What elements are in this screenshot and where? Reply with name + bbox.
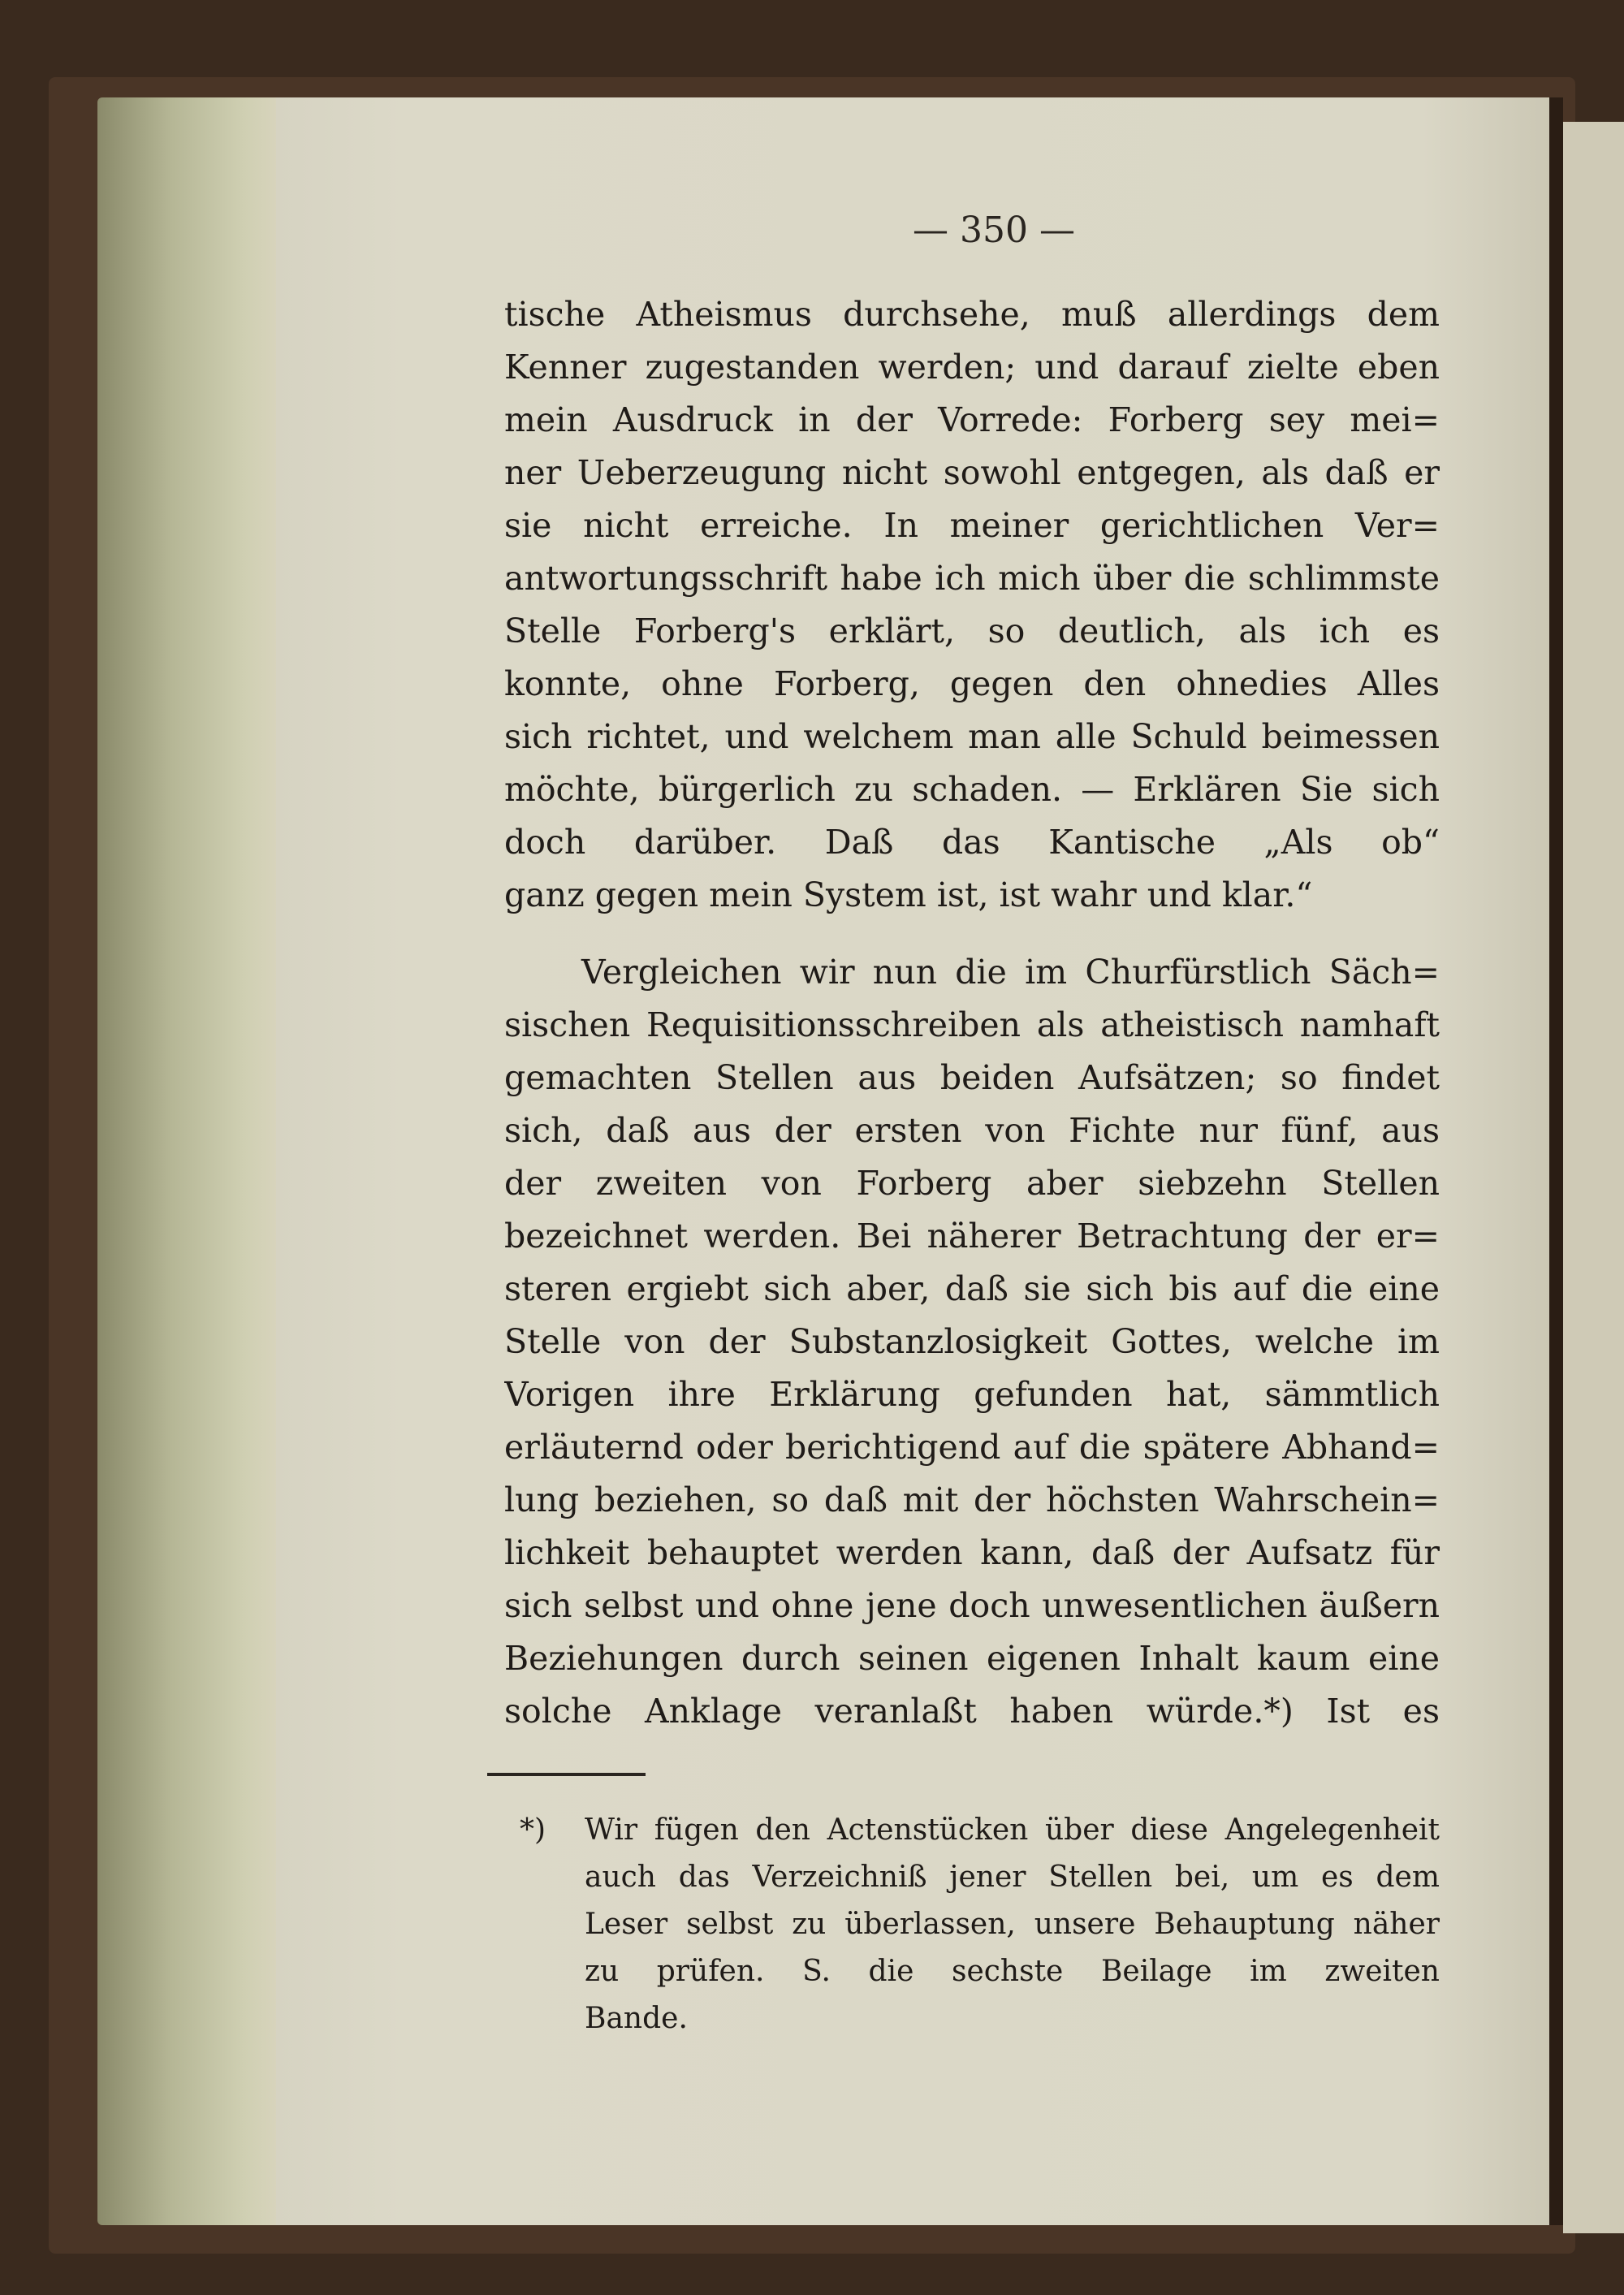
footnote-line: Leser selbst zu überlassen, unsere Behauptung näher [585, 1908, 1440, 1941]
text-line: gemachten Stellen aus beiden Aufsätzen; so findet [504, 1058, 1440, 1097]
text-line: Kenner zugestanden werden; und darauf zielte eben [504, 348, 1440, 387]
paragraph-2 [504, 946, 1440, 1738]
text-line: mein Ausdruck in der Vorrede: Forberg sey mei= [504, 400, 1440, 439]
text-line: sich, daß aus der ersten von Fichte nur fünf, aus [504, 1111, 1440, 1150]
text-line: der zweiten von Forberg aber siebzehn Stellen [504, 1164, 1440, 1203]
text-line: solche Anklage veranlaßt haben würde.*) Ist es [504, 1692, 1440, 1731]
footnote-marker: *) [520, 1813, 546, 1847]
text-line: Stelle Forberg's erklärt, so deutlich, als ich es [504, 612, 1440, 650]
footnote-line: zu prüfen. S. die sechste Beilage im zweiten [585, 1955, 1440, 1988]
text-line: Stelle von der Substanzlosigkeit Gottes, welche im [504, 1322, 1440, 1361]
text-line: möchte, bürgerlich zu schaden. — Erklären Sie sich [504, 770, 1440, 809]
book-gutter [1549, 97, 1563, 2225]
text-line: ner Ueberzeugung nicht sowohl entgegen, als daß er [504, 453, 1440, 492]
text-line: steren ergiebt sich aber, daß sie sich bis auf die eine [504, 1269, 1440, 1308]
paragraph-1 [504, 288, 1440, 922]
text-line: bezeichnet werden. Bei näherer Betrachtung der er= [504, 1217, 1440, 1256]
text-line: sischen Requisitionsschreiben als atheistisch namhaft [504, 1005, 1440, 1044]
text-line: Beziehungen durch seinen eigenen Inhalt kaum eine [504, 1639, 1440, 1678]
text-line: lichkeit behauptet werden kann, daß der Aufsatz für [504, 1533, 1440, 1572]
page-edges [97, 97, 280, 2225]
text-line: sie nicht erreiche. In meiner gerichtlichen Ver= [504, 506, 1440, 545]
text-line: tische Atheismus durchsehe, muß allerdings dem [504, 295, 1440, 334]
text-line: sich richtet, und welchem man alle Schuld beimessen [504, 717, 1440, 756]
footnote-line: auch das Verzeichniß jener Stellen bei, um es dem [585, 1861, 1440, 1894]
text-line: konnte, ohne Forberg, gegen den ohnedies Alles [504, 664, 1440, 703]
text-line: ganz gegen mein System ist, ist wahr und klar.“ [504, 875, 1313, 914]
text-line: Vergleichen wir nun die im Churfürstlich Säch= [581, 953, 1440, 992]
text-line: doch darüber. Daß das Kantische „Als ob“ [504, 823, 1440, 862]
text-line: erläuternd oder berichtigend auf die spätere Abhand= [504, 1428, 1440, 1467]
footnote-line: Wir fügen den Actenstücken über diese Angelegenheit [585, 1813, 1440, 1847]
text-line: antwortungsschrift habe ich mich über die schlimmste [504, 559, 1440, 598]
text-line: sich selbst und ohne jene doch unwesentlichen äußern [504, 1586, 1440, 1625]
footnote-rule [487, 1773, 646, 1776]
text-line: Vorigen ihre Erklärung gefunden hat, sämmtlich [504, 1375, 1440, 1414]
page-number: — 350 — [913, 210, 1075, 251]
footnote-line: Bande. [585, 2002, 688, 2035]
text-line: lung beziehen, so daß mit der höchsten Wahrschein= [504, 1480, 1440, 1519]
facing-page [1563, 122, 1624, 2233]
footnote [520, 1807, 1440, 2042]
